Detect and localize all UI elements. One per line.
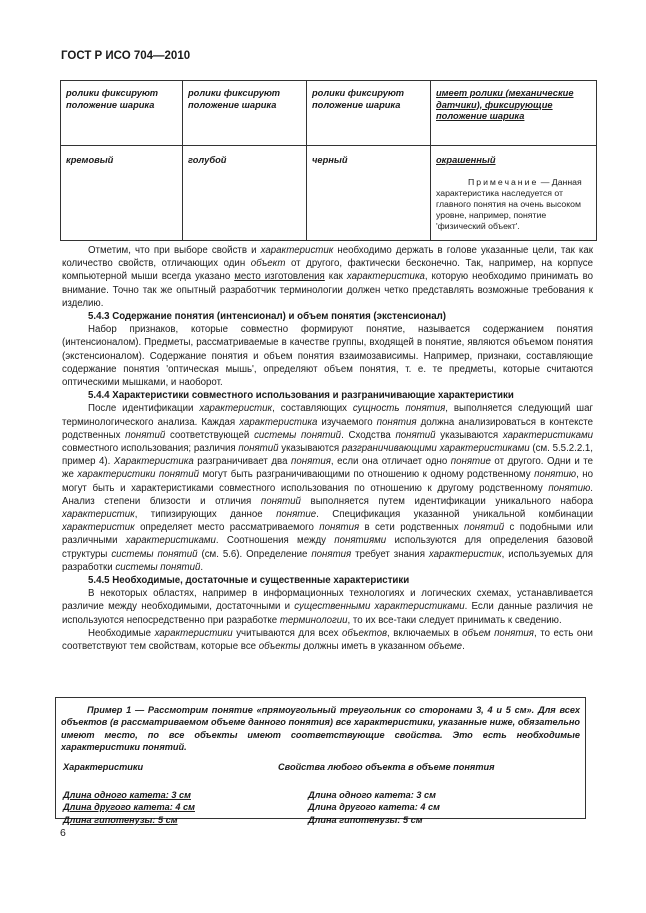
term: характеристик [199, 403, 273, 415]
text-run: от другого. Одни и те же [62, 456, 594, 481]
text-run: . [200, 561, 204, 573]
table-row [61, 81, 597, 146]
text-run: как [324, 271, 347, 283]
text-run: , но могут быть и характеристиками совместного использования по отношению к другому родственному [62, 469, 593, 494]
text-run: изучаемого [317, 416, 377, 428]
text-run: . [462, 641, 465, 653]
text-run: После идентификации [88, 403, 200, 415]
table-cell: ролики фиксируют положение шарика [61, 81, 183, 146]
term: понятие [450, 456, 491, 468]
term: понятия [311, 548, 352, 560]
paragraph [62, 402, 593, 574]
term: понятий [395, 429, 436, 441]
text-run: используются для определения базовой структуры [62, 535, 593, 560]
text-run: указываются [278, 443, 342, 455]
table-row [61, 146, 597, 241]
term: характеристики [154, 627, 233, 639]
term: понятий [125, 429, 166, 441]
text-run: определяет место рассматриваемого [134, 522, 320, 534]
text-run: должны иметь в указанном [300, 641, 429, 653]
term: сущность понятия [352, 403, 446, 415]
table-cell: ролики фиксируют положение шарика [183, 81, 307, 146]
text-run: должна анализироваться в контексте родственных [62, 416, 593, 441]
term: системы понятий [254, 429, 342, 441]
term: объекты [258, 641, 301, 653]
term: понятию [548, 482, 591, 494]
term: понятия [376, 416, 417, 428]
underlined-term: место изготовления [234, 271, 325, 283]
text-run: соответствующей [165, 429, 255, 441]
term: существенными характеристиками [294, 601, 465, 613]
table-cell-text: окрашенный [436, 155, 496, 165]
paragraph [62, 627, 593, 653]
text-run: совместного использования; различия [62, 443, 239, 455]
body-text [62, 244, 593, 653]
paragraph: Набор признаков, которые совместно формируют понятие, называется содержанием понятия (интенсионалом). Предметы, рассматриваемые в качестве группы, входящей в понятие, являются объемом понятия (экстенсионалом). Содержание понятия и объем понятия взаимозависимы. Например, признаки, составляющие содержание понятия 'оптическая мышь', определяют объем понятия, т. е. те предметы, которые считаются оптическими мышками, и наоборот. [62, 324, 593, 389]
term: характеристик [62, 522, 135, 534]
example-box [55, 697, 586, 825]
example-column-characteristics [63, 761, 293, 826]
section-heading-5-4-5: 5.4.5 Необходимые, достаточные и существенные характеристики [88, 575, 410, 587]
text-run: с подобными или различными [62, 522, 593, 547]
term: понятию [534, 469, 577, 481]
term: понятий [260, 495, 301, 507]
list-item: Длина одного катета: 3 см [63, 789, 191, 800]
term: объеме [428, 641, 463, 653]
term: разграничивающими характеристиками [341, 443, 530, 455]
characteristics-table [60, 80, 597, 241]
paragraph [62, 244, 593, 310]
column-header: Характеристики [63, 762, 144, 772]
page-number: 6 [60, 827, 66, 839]
document-header: ГОСТ Р ИСО 704—2010 [61, 50, 191, 62]
list-item: Длина другого катета: 4 см [308, 802, 440, 812]
term: понятиями [334, 535, 387, 547]
text-run: разграничивает два [193, 456, 292, 468]
table-cell: кремовый [61, 146, 183, 241]
list-item: Длина одного катета: 3 см [308, 789, 436, 800]
term: характеристик [428, 548, 502, 560]
term: характеристика [239, 416, 318, 428]
term: понятия [319, 522, 360, 534]
text-run: , то их все-таки следует принимать к сведению. [347, 614, 562, 626]
text-run: учитываются для всех [232, 627, 342, 639]
text-run: , составляющих [272, 403, 353, 415]
text-run: , выполняется следующий шаг терминологического анализа. Каждая [62, 403, 593, 428]
term: системы понятий [111, 548, 198, 560]
text-run: В некоторых областях, например в информационных технологиях и логических схемах, устанавливается различие между необходимыми, достаточными и [62, 588, 593, 613]
term: объект [250, 258, 286, 270]
table-cell: голубой [183, 146, 307, 241]
term: понятий [238, 443, 279, 455]
term: характеристиками [125, 535, 216, 547]
text-run: , используемых для разработки [62, 548, 593, 573]
term: характеристик [62, 509, 135, 521]
table-cell [431, 146, 597, 241]
list-item: Длина гипотенузы: 5 см [63, 814, 178, 825]
text-run: , если она отличает одно [330, 456, 451, 468]
text-run: от другого, фактически бесконечно. Так, например, на корпусе компьютерной мыши всегда указано [62, 258, 593, 283]
text-run: , включаемых в [387, 627, 463, 639]
text-run: , которую необходимо принимать во внимание. Точно так же опытный разработчик терминологии должен четко представлять возможные требования к изделию. [62, 271, 593, 309]
term: понятий [464, 522, 505, 534]
text-run: необходимо держать в голове указанные цели, так как количество свойств, отличающих один [62, 245, 593, 270]
text-run: . Соотношения между [215, 535, 335, 547]
paragraph [62, 587, 593, 627]
example-intro: Пример 1 — Рассмотрим понятие «прямоугольный треугольник со сторонами 3, 4 и 5 см». Для всех объектов (в рассматриваемом объеме данного понятия) все характеристики, указанные ниже, обязательно имеют место, по все объекты имеют соответствующие свойства. Это есть необходимые характеристики понятий. [61, 705, 580, 752]
term: характеристика [346, 271, 425, 283]
text-run: могут быть разграничивающими по отношению к одному родственному [198, 469, 535, 481]
term: объем понятия [462, 627, 534, 639]
text-run: (см. 5.6). Определение [197, 548, 312, 560]
text-run: . Спецификация указанной уникальной комбинации [316, 509, 593, 521]
section-heading-5-4-3: 5.4.3 Содержание понятия (интенсионал) и объем понятия (экстенсионал) [88, 311, 446, 323]
text-run: . Анализ степени близости и отличия [62, 482, 593, 507]
text-run: требует знания [351, 548, 429, 560]
section-heading-5-4-4: 5.4.4 Характеристики совместного использования и разграничивающие характеристики [88, 390, 514, 402]
table-cell: черный [307, 146, 431, 241]
term: понятия [291, 456, 331, 468]
term: Характеристика [113, 456, 194, 468]
note-label: Примечание [468, 176, 539, 187]
table-cell: ролики фиксируют положение шарика [307, 81, 431, 146]
example-column-properties [278, 761, 568, 826]
term: характеристики понятий [77, 469, 199, 481]
text-run: , типизирующих данное [134, 509, 277, 521]
term: понятие [276, 509, 317, 521]
term: характеристиками [502, 429, 593, 441]
note-text: — Данная характеристика наследуется от главного понятия на очень высоком уровне, например, понятие 'физический объект'. [436, 176, 582, 232]
list-item: Длина гипотенузы: 5 см [308, 814, 423, 825]
table-cell [431, 81, 597, 146]
column-header: Свойства любого объекта в объеме понятия [278, 762, 495, 772]
text-run: . Если данные различия не используются непосредственно при разработке [62, 601, 593, 626]
text-run: . Сходства [341, 429, 396, 441]
text-run: , то есть они соответствуют тем свойствам, которые все [62, 627, 593, 653]
text-run: Необходимые [88, 627, 155, 639]
table-note [436, 177, 591, 233]
table-cell-text: имеет ролики (механические датчики), фиксирующие положение шарика [436, 88, 574, 121]
text-run: Отметим, что при выборе свойств и [88, 245, 261, 256]
text-run: (см. 5.5.2.2.1, пример 4). [62, 443, 594, 468]
text-run: в сети родственных [359, 522, 465, 534]
term: терминологии [279, 614, 348, 626]
term: объектов [342, 627, 388, 639]
term: характеристик [260, 245, 334, 256]
list-item: Длина другого катета: 4 см [63, 802, 195, 812]
text-run: выполняется путем идентификации уникального набора [300, 495, 593, 507]
term: системы понятий [115, 561, 201, 573]
text-run: указываются [435, 429, 503, 441]
